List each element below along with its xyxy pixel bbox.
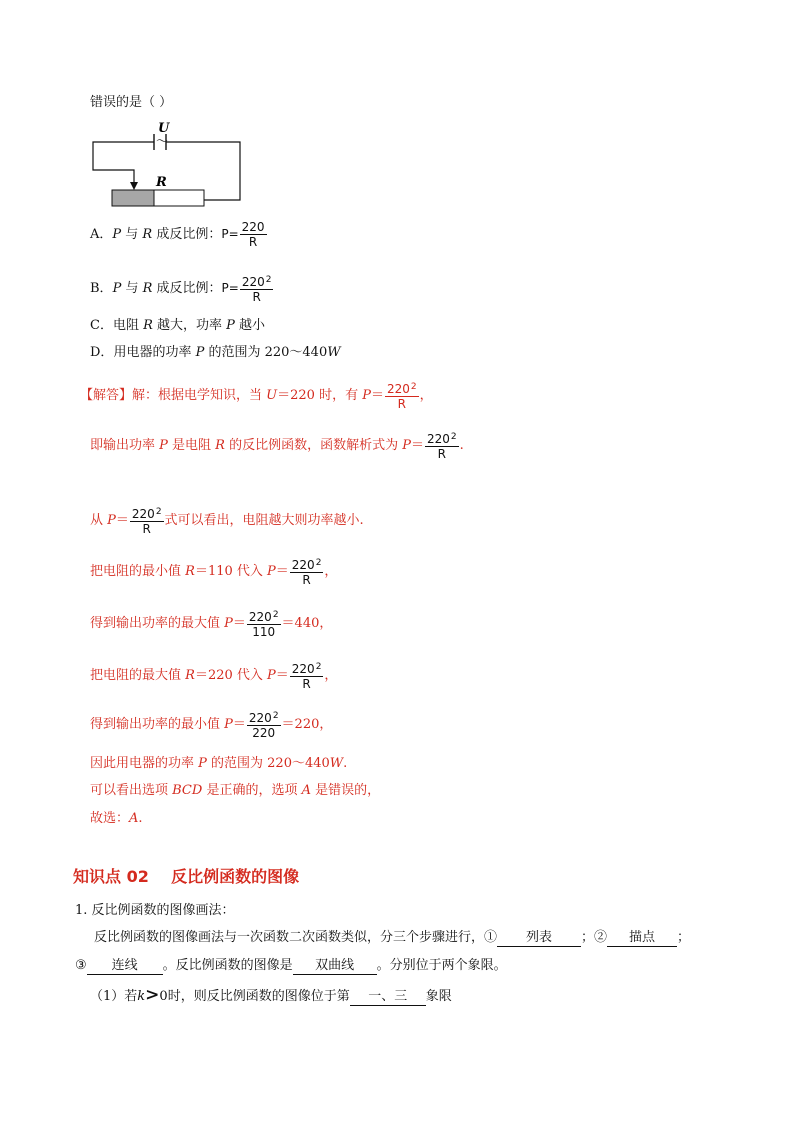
answer-line-7: 得到输出功率的最小值 P＝ $\frac{220^2}{220}$ ＝220， xyxy=(90,711,333,740)
slider-arrow-icon xyxy=(130,182,138,190)
blank-2: 描点 xyxy=(607,930,677,947)
answer-line-1: 【解答】解：根据电学知识，当 U＝220 时，有 P＝ $\frac{220^2}{R}$ ， xyxy=(80,382,433,411)
resistor-used-part xyxy=(112,190,154,206)
option-a: A．P 与 R 成反比例：P= $\frac{220}{R}$ xyxy=(90,220,265,249)
section-item-1: 1. 反比例函数的图像画法： xyxy=(75,903,235,918)
option-c: C．电阻 R 越大，功率 P 越小 xyxy=(90,318,266,333)
answer-line-3: 从 P＝ $\frac{220^2}{R}$ 式可以看出，电阻越大则功率越小. xyxy=(90,507,364,536)
blank-5: 一、三 xyxy=(350,989,426,1006)
answer-line-10: 故选：A. xyxy=(90,811,143,826)
formula-b: $\frac{220^2}{R}$ xyxy=(241,275,272,304)
circuit-diagram xyxy=(88,118,248,210)
blank-3: 连线 xyxy=(87,958,163,975)
answer-line-5: 得到输出功率的最大值 P＝ $\frac{220^2}{110}$ ＝440， xyxy=(90,610,333,639)
option-d: D．用电器的功率 P 的范围为 220～440W xyxy=(90,345,341,360)
voltage-label: U xyxy=(158,121,170,136)
answer-line-4: 把电阻的最小值 R＝110 代入 P＝ $\frac{220^2}{R}$ ， xyxy=(90,558,338,587)
question-stem: 错误的是（ ） xyxy=(90,95,173,110)
blank-1: 列表 xyxy=(497,930,581,947)
section-paragraph-b: ③ 连线 。反比例函数的图像是 双曲线 。分别位于两个象限。 xyxy=(75,958,507,973)
answer-label: 【解答】 xyxy=(80,388,133,403)
formula-a: $\frac{220}{R}$ xyxy=(241,220,265,249)
ac-symbol: ～ xyxy=(156,134,169,148)
section-sub-1: （1）若k>0时，则反比例函数的图像位于第 一、三 象限 xyxy=(90,985,452,1005)
answer-line-2: 即输出功率 P 是电阻 R 的反比例函数，函数解析式为 P＝ $\frac{220^2}{R}$ . xyxy=(90,432,464,461)
option-b: B．P 与 R 成反比例：P= $\frac{220^2}{R}$ xyxy=(90,275,272,304)
section-paragraph-a: 反比例函数的图像画法与一次函数二次函数类似，分三个步骤进行，① 列表 ；② 描点 ； xyxy=(94,930,691,945)
answer-line-8: 因此用电器的功率 P 的范围为 220～440W. xyxy=(90,756,348,771)
answer-line-9: 可以看出选项 BCD 是正确的，选项 A 是错误的， xyxy=(90,783,381,798)
resistor-unused-part xyxy=(154,190,204,206)
resistor-label: R xyxy=(156,175,167,190)
section-heading: 知识点 02 反比例函数的图像 xyxy=(73,867,300,886)
blank-4: 双曲线 xyxy=(293,958,377,975)
answer-line-6: 把电阻的最大值 R＝220 代入 P＝ $\frac{220^2}{R}$ ， xyxy=(90,662,338,691)
